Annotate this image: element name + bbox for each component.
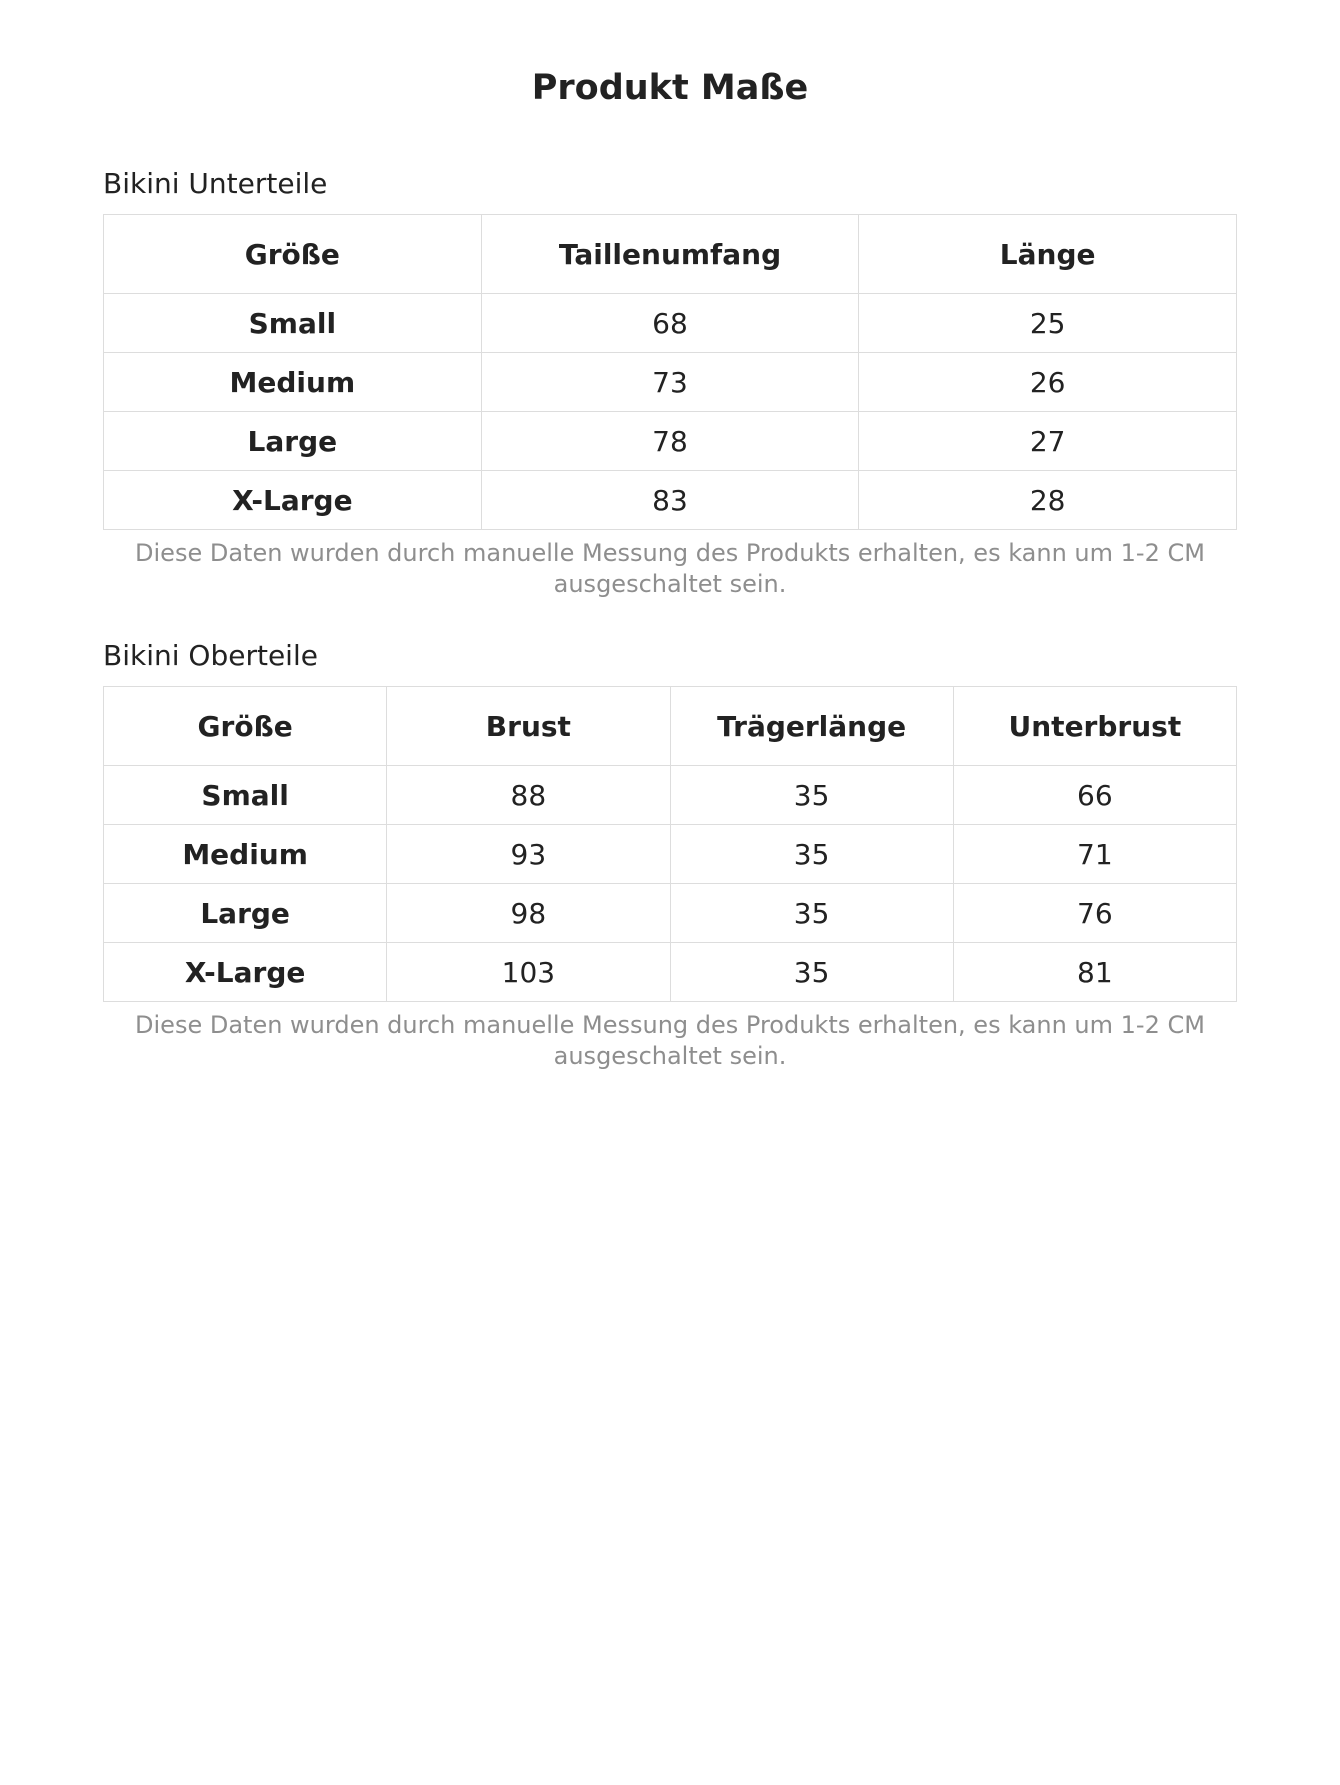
waist-cell: 83 [481,471,859,530]
bust-cell: 103 [387,943,670,1002]
strap-length-cell: 35 [670,884,953,943]
column-header-length: Länge [859,215,1237,294]
strap-length-cell: 35 [670,766,953,825]
column-header-size: Größe [104,687,387,766]
strap-length-cell: 35 [670,943,953,1002]
bust-cell: 88 [387,766,670,825]
column-header-size: Größe [104,215,482,294]
column-header-underbust: Unterbrust [953,687,1236,766]
bottoms-section [103,164,1237,600]
tops-section [103,636,1237,1072]
size-cell: Medium [104,353,482,412]
table-header-row [104,687,1237,766]
column-header-bust: Brust [387,687,670,766]
table-row [104,766,1237,825]
size-cell: Large [104,884,387,943]
size-cell: Medium [104,825,387,884]
length-cell: 25 [859,294,1237,353]
column-header-waist: Taillenumfang [481,215,859,294]
waist-cell: 68 [481,294,859,353]
underbust-cell: 71 [953,825,1236,884]
measurement-note: Diese Daten wurden durch manuelle Messung des Produkts erhalten, es kann um 1-2 CM ausgeschaltet sein. [135,539,1205,598]
measurement-note: Diese Daten wurden durch manuelle Messung des Produkts erhalten, es kann um 1-2 CM ausgeschaltet sein. [135,1011,1205,1070]
waist-cell: 73 [481,353,859,412]
underbust-cell: 81 [953,943,1236,1002]
size-cell: X-Large [104,943,387,1002]
tops-section-title: Bikini Oberteile [103,639,318,672]
table-row [104,825,1237,884]
table-header-row [104,215,1237,294]
bottoms-section-title: Bikini Unterteile [103,167,328,200]
tops-size-table [103,686,1237,1002]
page-title: Produkt Maße [531,68,809,108]
size-cell: Small [104,766,387,825]
length-cell: 28 [859,471,1237,530]
bust-cell: 98 [387,884,670,943]
size-cell: X-Large [104,471,482,530]
column-header-strap-length: Trägerlänge [670,687,953,766]
table-row [104,353,1237,412]
underbust-cell: 76 [953,884,1236,943]
table-row [104,884,1237,943]
table-row [104,412,1237,471]
underbust-cell: 66 [953,766,1236,825]
table-row [104,943,1237,1002]
table-row [104,471,1237,530]
bust-cell: 93 [387,825,670,884]
table-row [104,294,1237,353]
size-cell: Large [104,412,482,471]
length-cell: 26 [859,353,1237,412]
waist-cell: 78 [481,412,859,471]
size-cell: Small [104,294,482,353]
bottoms-size-table [103,214,1237,530]
strap-length-cell: 35 [670,825,953,884]
length-cell: 27 [859,412,1237,471]
